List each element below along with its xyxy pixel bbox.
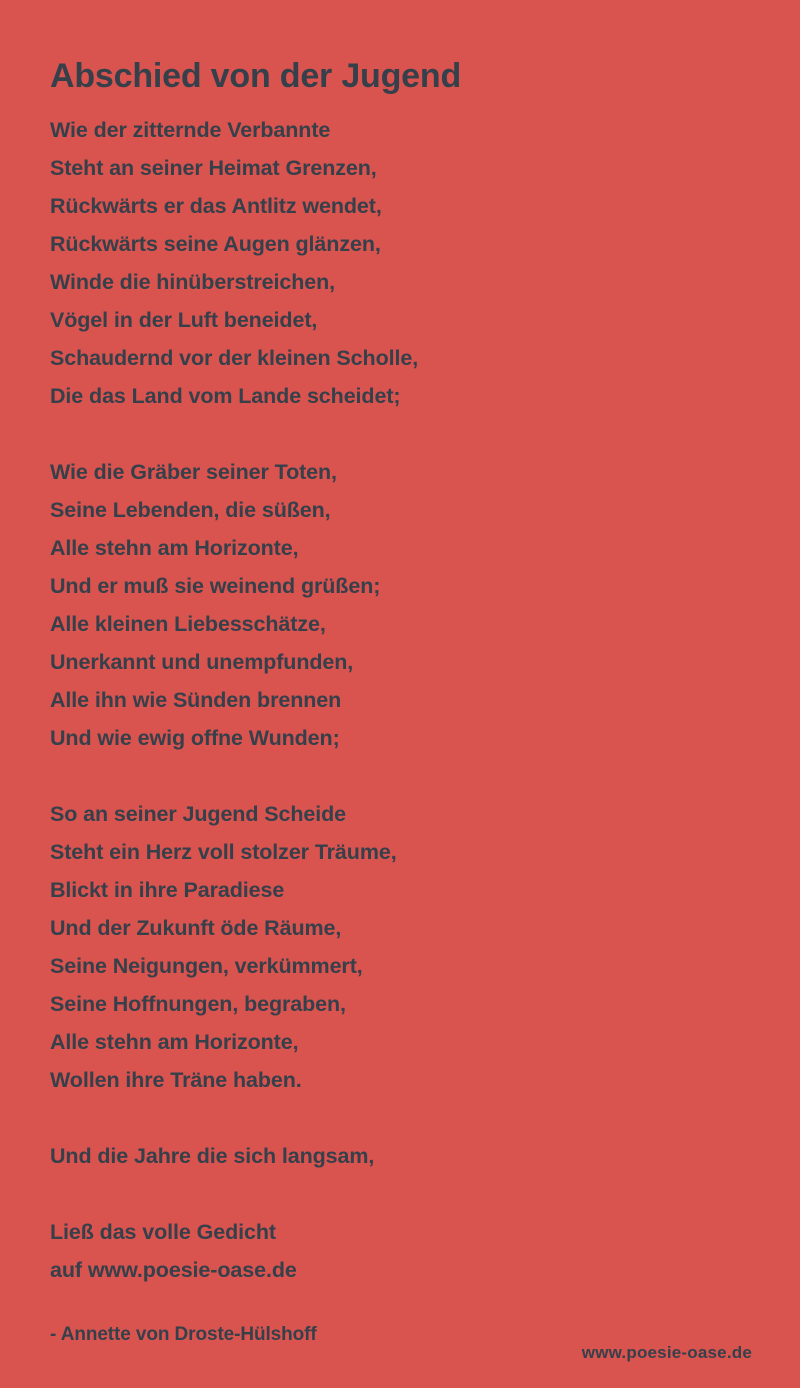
poem-line: Steht an seiner Heimat Grenzen, bbox=[50, 155, 377, 180]
poem-line: Vögel in der Luft beneidet, bbox=[50, 307, 318, 332]
page-title: Abschied von der Jugend bbox=[50, 57, 462, 95]
poem-author: - Annette von Droste-Hülshoff bbox=[50, 1324, 317, 1345]
poem-stanza bbox=[50, 1137, 750, 1175]
poem-line: So an seiner Jugend Scheide bbox=[50, 801, 347, 826]
site-watermark: www.poesie-oase.de bbox=[581, 1343, 752, 1362]
poem-stanza bbox=[50, 453, 750, 757]
poem-line: Alle ihn wie Sünden brennen bbox=[50, 687, 342, 712]
poem-stanza bbox=[50, 111, 750, 415]
poem-line: Unerkannt und unempfunden, bbox=[50, 649, 354, 674]
poem-line: Blickt in ihre Paradiese bbox=[50, 877, 285, 902]
poem-teaser bbox=[50, 1213, 750, 1289]
poem-line: Wie die Gräber seiner Toten, bbox=[50, 459, 337, 484]
poem-line: Winde die hinüberstreichen, bbox=[50, 269, 336, 294]
poem-text bbox=[50, 111, 750, 1289]
poem-line: Seine Hoffnungen, begraben, bbox=[50, 991, 346, 1016]
poem-line: Alle stehn am Horizonte, bbox=[50, 535, 299, 560]
poem-line: Rückwärts er das Antlitz wendet, bbox=[50, 193, 382, 218]
poem-line: Schaudernd vor der kleinen Scholle, bbox=[50, 345, 419, 370]
poem-line: auf www.poesie-oase.de bbox=[50, 1257, 297, 1282]
poem-line: Rückwärts seine Augen glänzen, bbox=[50, 231, 381, 256]
poem-line: Die das Land vom Lande scheidet; bbox=[50, 383, 401, 408]
poem-line: Und wie ewig offne Wunden; bbox=[50, 725, 340, 750]
poem-line: Wollen ihre Träne haben. bbox=[50, 1067, 302, 1092]
poem-line: Alle stehn am Horizonte, bbox=[50, 1029, 299, 1054]
poem-line: Seine Neigungen, verkümmert, bbox=[50, 953, 363, 978]
poem-line: Und er muß sie weinend grüßen; bbox=[50, 573, 381, 598]
poem-line: Und die Jahre die sich langsam, bbox=[50, 1143, 375, 1168]
poem-line: Steht ein Herz voll stolzer Träume, bbox=[50, 839, 397, 864]
poem-line: Seine Lebenden, die süßen, bbox=[50, 497, 331, 522]
poem-line: Und der Zukunft öde Räume, bbox=[50, 915, 342, 940]
poem-line: Ließ das volle Gedicht bbox=[50, 1219, 276, 1244]
poem-line: Wie der zitternde Verbannte bbox=[50, 117, 331, 142]
poem-stanza bbox=[50, 795, 750, 1099]
poem-line: Alle kleinen Liebesschätze, bbox=[50, 611, 326, 636]
